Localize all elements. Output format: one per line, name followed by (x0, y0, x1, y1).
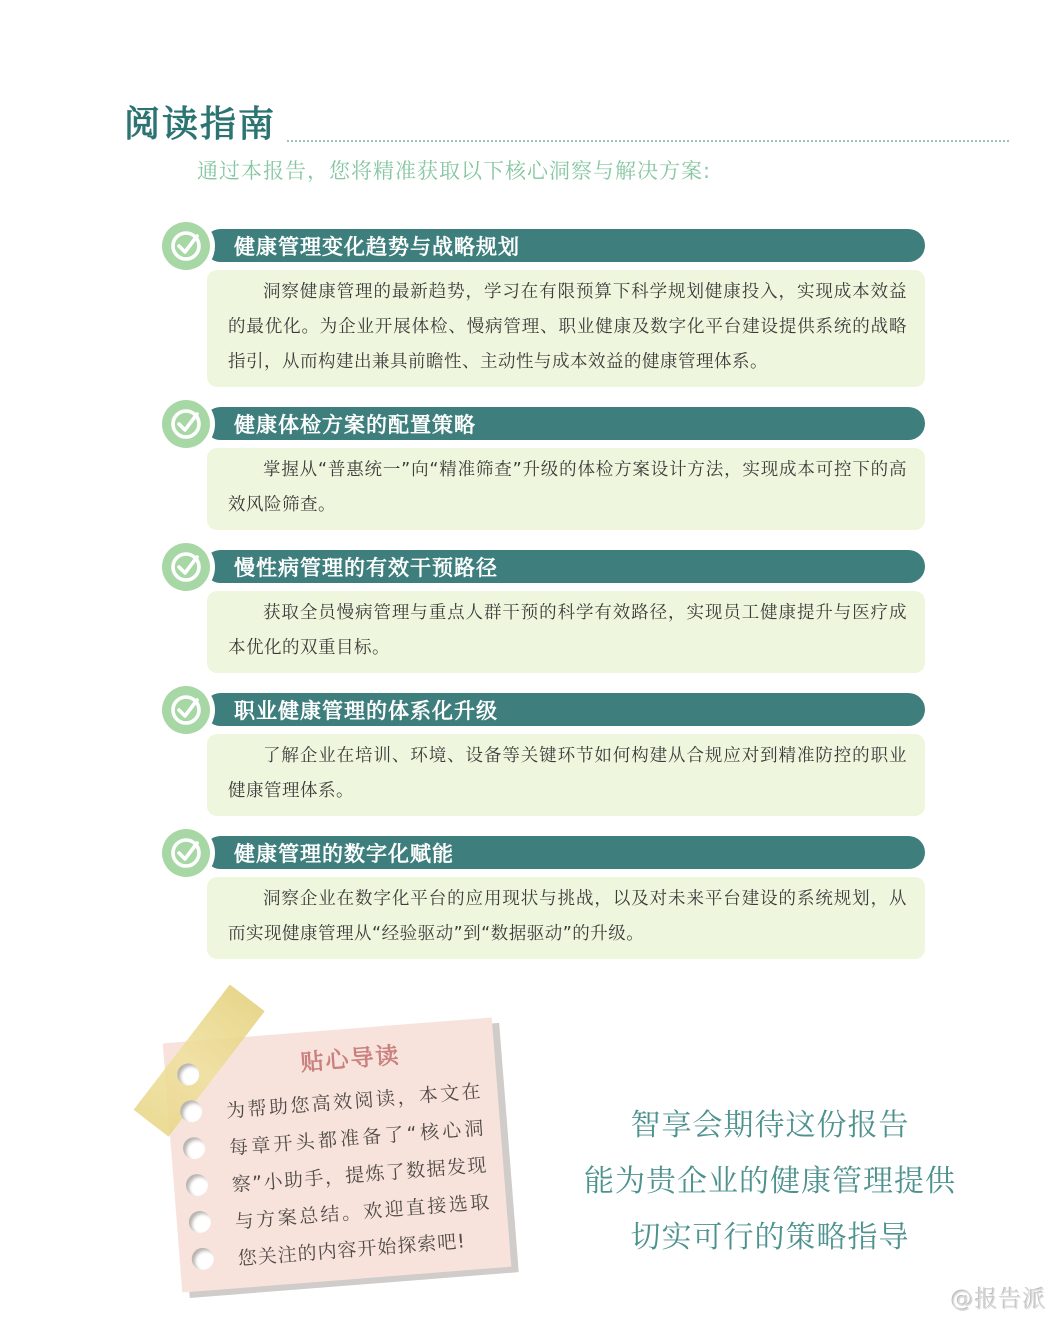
punch-hole-icon (185, 1173, 209, 1197)
check-circle-icon (162, 400, 210, 448)
page-title: 阅读指南 (124, 104, 277, 145)
punch-hole-icon (191, 1247, 215, 1271)
section-body-box (207, 591, 925, 673)
note-title: 贴心导读 (299, 1042, 402, 1077)
closing-line-1: 智享会期待这份报告 (630, 1108, 910, 1143)
section-body-text: 掌握从“普惠统一”向“精准筛查”升级的体检方案设计方法，实现成本可控下的高效风险筛查。 (228, 460, 907, 515)
section-body-box (207, 270, 925, 387)
section-digital (162, 829, 925, 959)
section-body-box (207, 877, 925, 959)
section-header (162, 543, 925, 591)
punch-holes (176, 1062, 219, 1285)
watermark: @报告派 (951, 1287, 1047, 1313)
section-body-text: 获取全员慢病管理与重点人群干预的科学有效路径，实现员工健康提升与医疗成本优化的双重目标。 (228, 603, 907, 658)
check-circle-icon (162, 829, 210, 877)
closing-line-3: 切实可行的策略指导 (630, 1220, 910, 1255)
section-strategy (162, 222, 925, 387)
section-body-text: 洞察企业在数字化平台的应用现状与挑战，以及对未来平台建设的系统规划，从而实现健康管理从“经验驱动”到“数据驱动”的升级。 (228, 889, 907, 944)
title-dotted-divider (287, 140, 1009, 142)
section-header (162, 829, 925, 877)
section-header (162, 686, 925, 734)
section-title-bar (204, 229, 925, 262)
check-circle-icon (162, 543, 210, 591)
punch-hole-icon (176, 1063, 200, 1087)
section-body-box (207, 734, 925, 816)
punch-hole-icon (188, 1210, 212, 1234)
closing-line-2: 能为贵企业的健康管理提供 (584, 1164, 956, 1199)
check-circle-icon (162, 222, 210, 270)
section-occupational (162, 686, 925, 816)
section-body-box (207, 448, 925, 530)
section-title-bar (204, 836, 925, 869)
note-body-text: 为帮助您高效阅读，本文在每章开头都准备了“核心洞察”小助手，提炼了数据发现与方案总结。欢迎直接选取您关注的内容开始探索吧! (225, 1080, 492, 1271)
punch-hole-icon (182, 1136, 206, 1160)
section-body-text: 洞察健康管理的最新趋势，学习在有限预算下科学规划健康投入，实现成本效益的最优化。为企业开展体检、慢病管理、职业健康及数字化平台建设提供系统的战略指引，从而构建出兼具前瞻性、主动性与成本效益的健康管理体系。 (228, 282, 907, 372)
section-title-bar (204, 693, 925, 726)
page-subtitle: 通过本报告，您将精准获取以下核心洞察与解决方案: (197, 159, 712, 183)
section-title: 健康管理的数字化赋能 (234, 841, 454, 866)
section-title: 健康管理变化趋势与战略规划 (234, 234, 520, 259)
section-title-bar (204, 550, 925, 583)
section-title: 慢性病管理的有效干预路径 (234, 555, 498, 580)
punch-hole-icon (179, 1099, 203, 1123)
section-title: 职业健康管理的体系化升级 (234, 698, 498, 723)
insight-sections (162, 222, 925, 972)
sticky-note (163, 1017, 512, 1292)
section-title-bar (204, 407, 925, 440)
note-content (221, 1031, 494, 1278)
section-chronic (162, 543, 925, 673)
section-title: 健康体检方案的配置策略 (234, 412, 476, 437)
section-header (162, 400, 925, 448)
closing-message (565, 1098, 975, 1266)
section-checkup (162, 400, 925, 530)
check-circle-icon (162, 686, 210, 734)
section-body-text: 了解企业在培训、环境、设备等关键环节如何构建从合规应对到精准防控的职业健康管理体系。 (228, 746, 907, 801)
section-header (162, 222, 925, 270)
